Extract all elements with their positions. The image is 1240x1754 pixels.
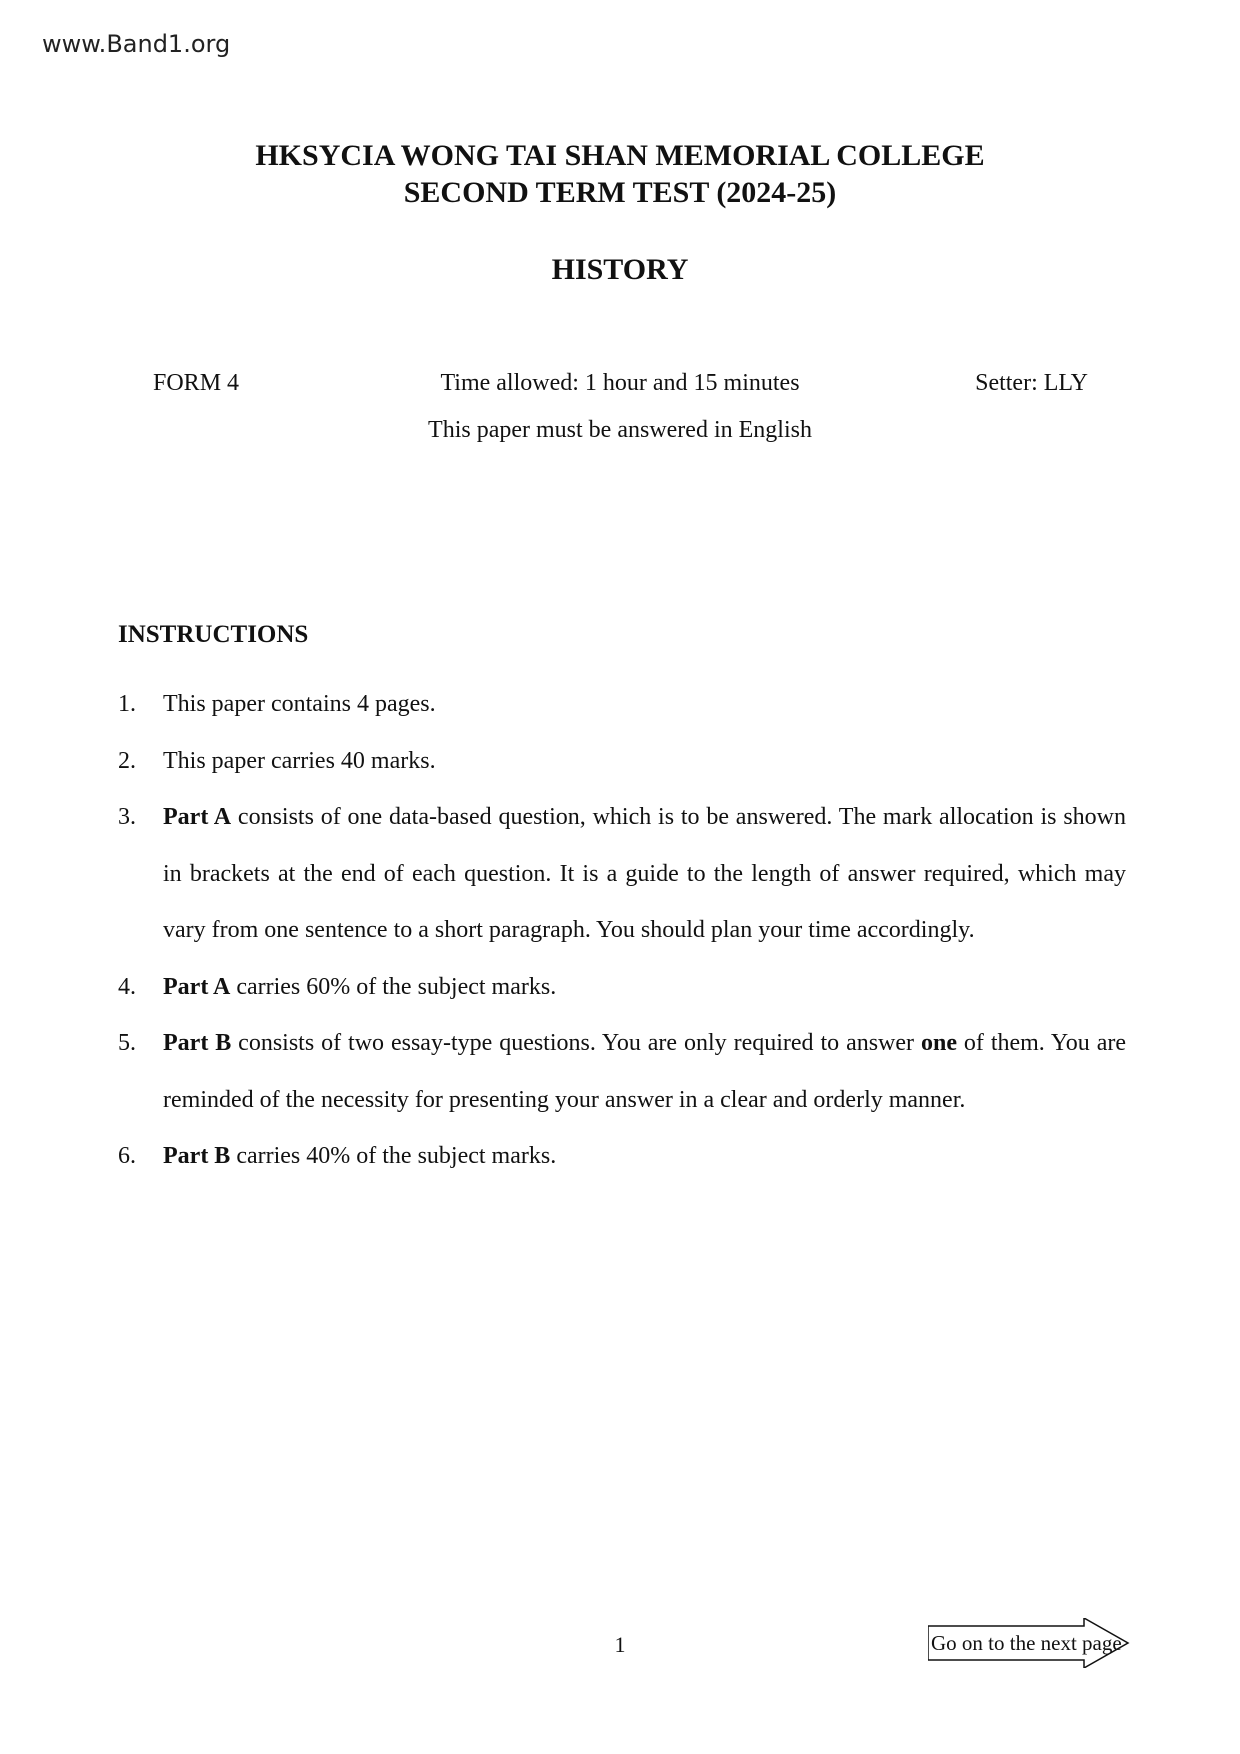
item-number: 2. bbox=[118, 747, 136, 774]
instruction-item bbox=[118, 789, 1126, 959]
item-text bbox=[163, 1015, 1126, 1128]
item-text bbox=[163, 789, 1126, 959]
item-bold-emphasis: one bbox=[920, 1030, 957, 1056]
watermark-url[interactable]: www.Band1.org bbox=[42, 30, 231, 58]
instructions-list bbox=[118, 676, 1126, 1185]
instruction-item bbox=[118, 959, 1126, 1016]
next-page-indicator[interactable] bbox=[928, 1618, 1138, 1668]
setter: Setter: LLY bbox=[975, 370, 1088, 396]
item-text bbox=[163, 1128, 1126, 1185]
instruction-item bbox=[118, 1015, 1126, 1128]
item-bold-label: Part A bbox=[163, 973, 231, 1000]
item-body: consists of two essay-type questions. You are only required to answer bbox=[231, 1030, 921, 1056]
school-name: HKSYCIA WONG TAI SHAN MEMORIAL COLLEGE bbox=[255, 139, 985, 172]
item-body: carries 60% of the subject marks. bbox=[230, 973, 557, 1000]
item-number: 5. bbox=[118, 1030, 136, 1056]
next-page-label: Go on to the next page bbox=[931, 1631, 1122, 1655]
item-text: This paper carries 40 marks. bbox=[163, 747, 436, 774]
time-allowed: Time allowed: 1 hour and 15 minutes bbox=[440, 370, 800, 396]
item-body-end: of them. You are reminded of the necessity for presenting your answer in a clear and orderly manner. bbox=[163, 1030, 1127, 1113]
language-note: This paper must be answered in English bbox=[428, 417, 812, 443]
instruction-item bbox=[118, 676, 1126, 733]
item-text: This paper contains 4 pages. bbox=[163, 691, 436, 717]
item-text bbox=[163, 959, 1126, 1016]
item-number: 3. bbox=[118, 804, 136, 830]
page-number: 1 bbox=[614, 1632, 626, 1657]
form-level: FORM 4 bbox=[153, 370, 240, 396]
test-title: SECOND TERM TEST (2024-25) bbox=[403, 176, 837, 209]
item-bold-label: Part A bbox=[163, 804, 232, 830]
item-number: 1. bbox=[118, 691, 136, 717]
item-body: carries 40% of the subject marks. bbox=[230, 1143, 557, 1169]
instruction-item bbox=[118, 1128, 1126, 1185]
item-bold-label: Part B bbox=[163, 1030, 232, 1056]
subject-title: HISTORY bbox=[551, 253, 689, 286]
item-number: 4. bbox=[118, 973, 136, 1000]
item-bold-label: Part B bbox=[163, 1143, 231, 1169]
instructions-heading: INSTRUCTIONS bbox=[118, 621, 309, 648]
item-body: consists of one data-based question, which is to be answered. The mark allocation is shown in brackets at the end of each question. It is a guide to the length of answer required, which may vary from one sentence to a short paragraph. You should plan your time accordingly. bbox=[163, 804, 1126, 943]
item-number: 6. bbox=[118, 1143, 136, 1169]
instruction-item bbox=[118, 733, 1126, 790]
